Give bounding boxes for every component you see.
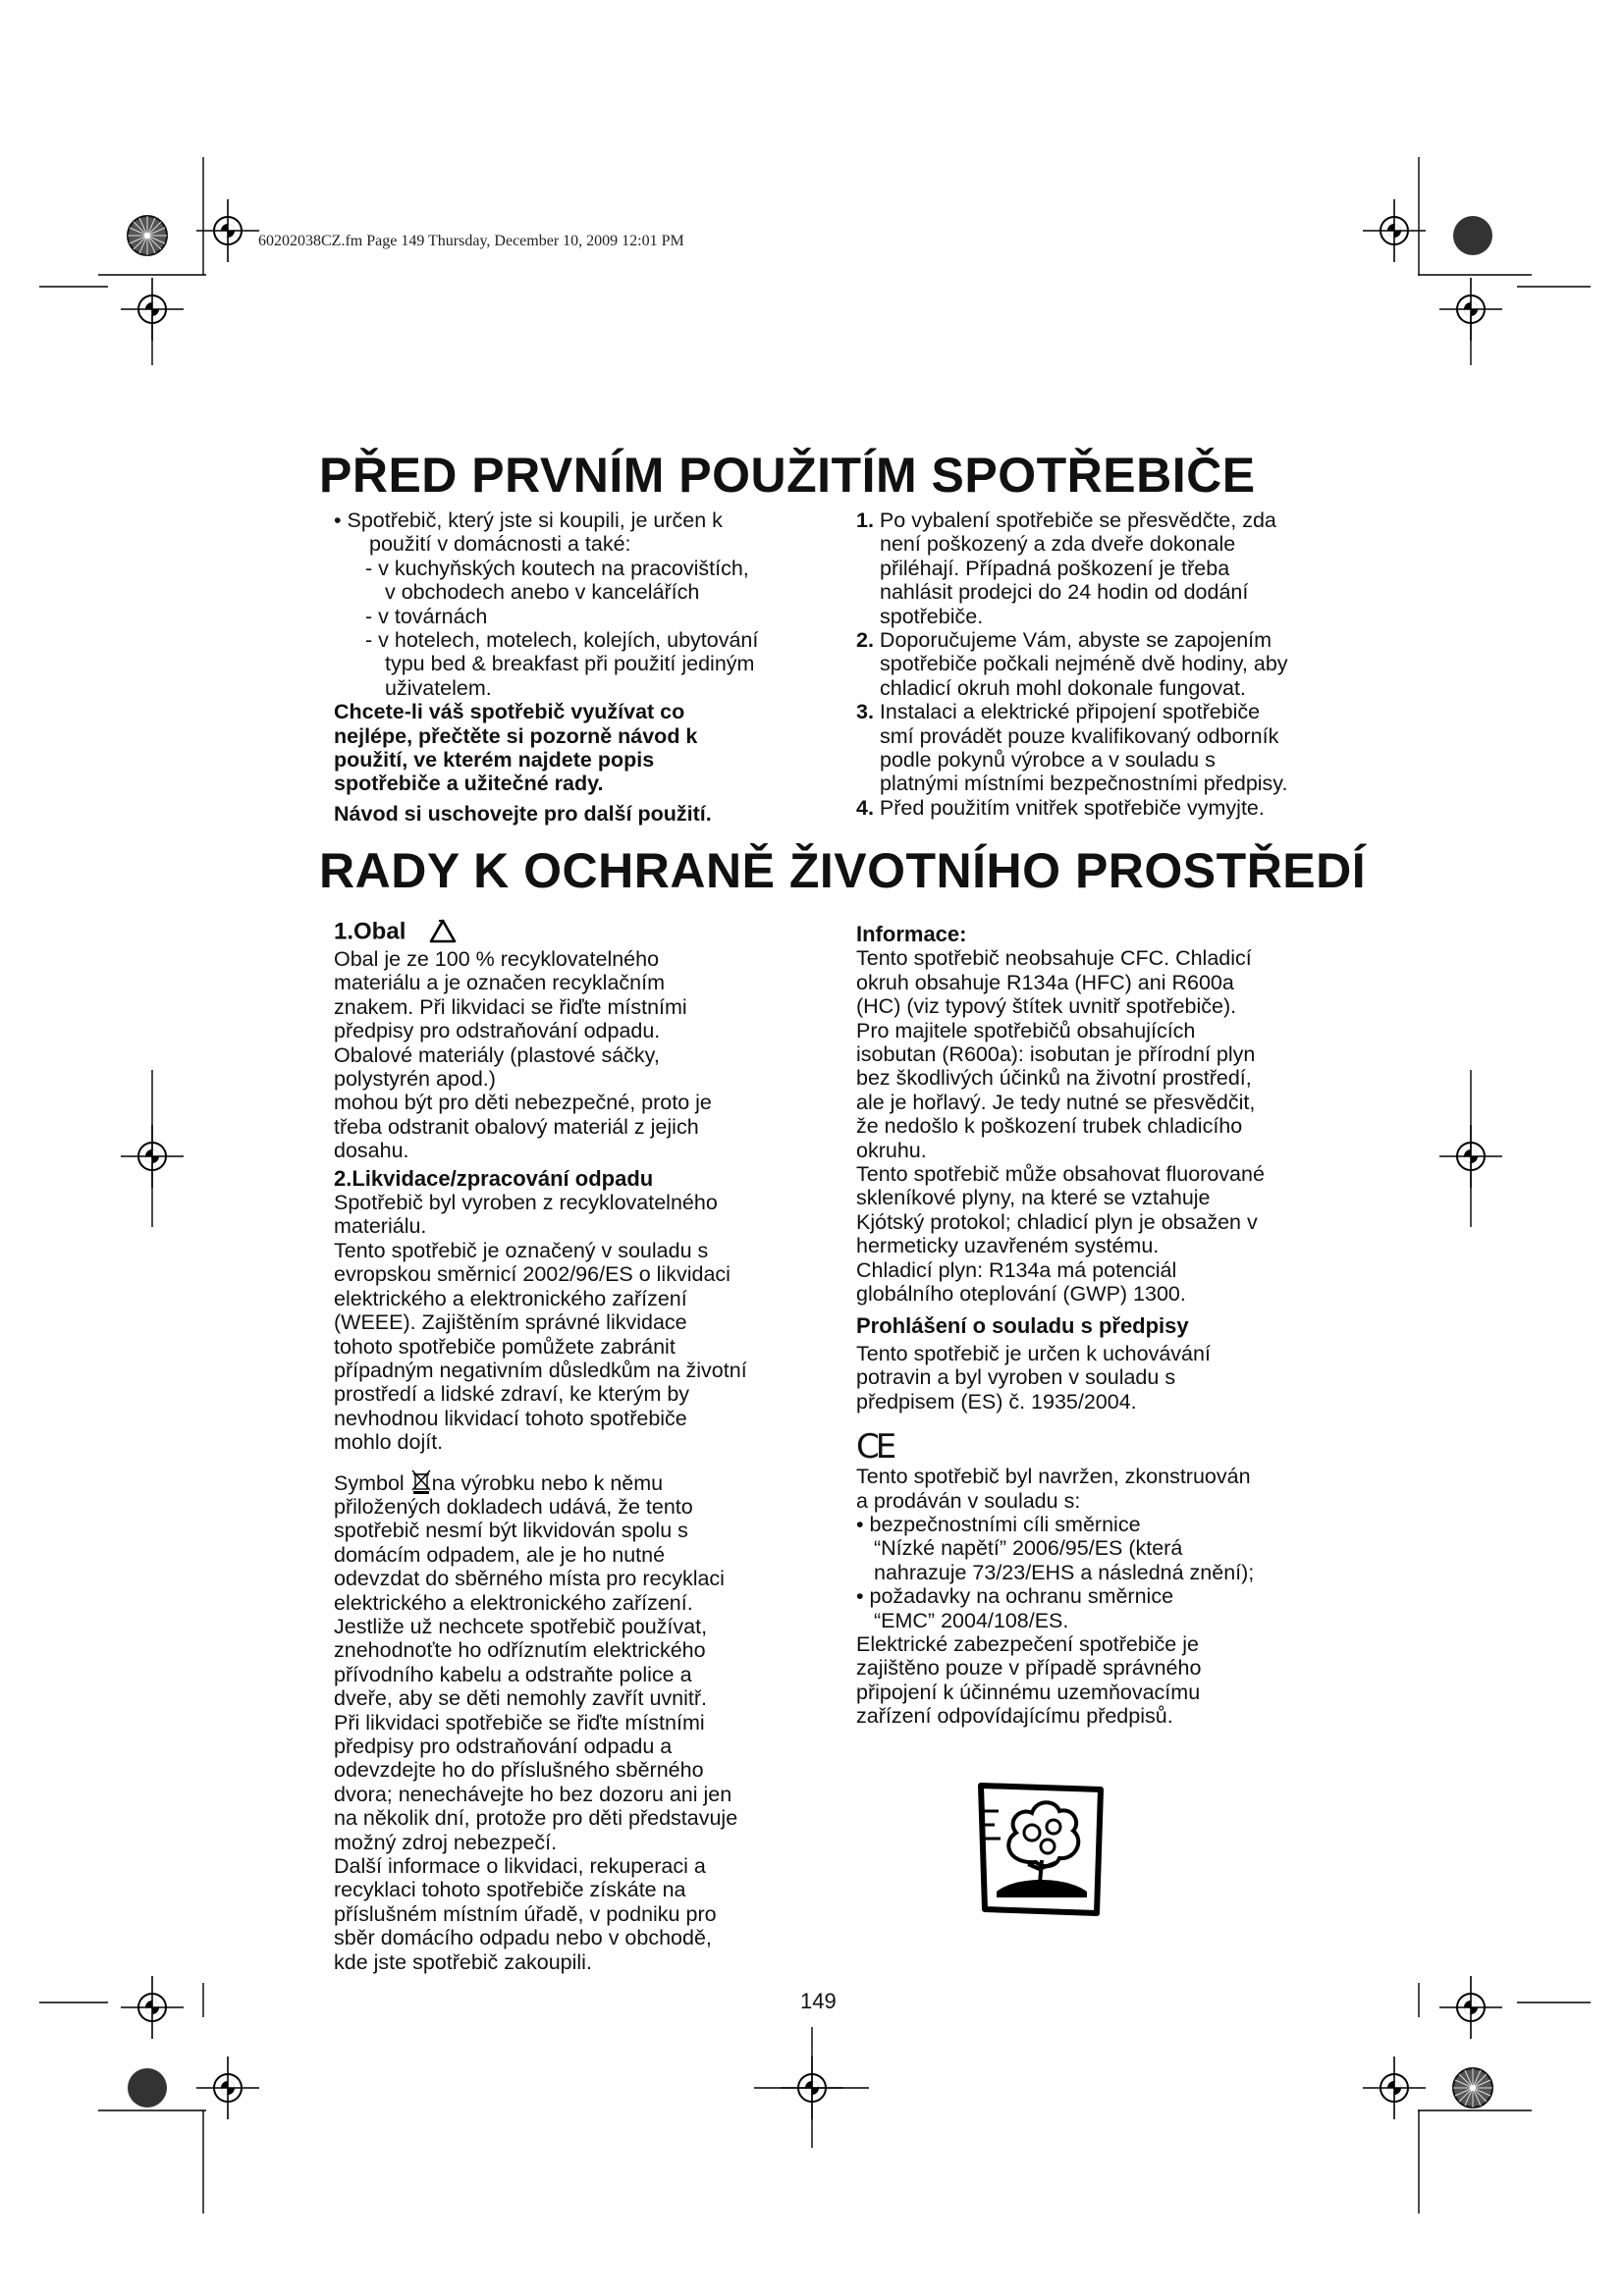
crossed-bin-icon	[410, 1468, 432, 1494]
intro-line: • Spotřebič, který jste si koupili, je určen k použití v domácnosti a také:	[334, 508, 723, 557]
numbered-item: 1. Po vybalení spotřebiče se přesvědčte, zda není poškozený a zda dveře dokonale přiléhají. Případná poškození je třeba nahlásit prodejci do 24 hodin od dodání spotřebiče.	[856, 508, 1276, 628]
info-heading: Informace:	[856, 922, 967, 946]
section-title-before-first-use: PŘED PRVNÍM POUŽITÍM SPOTŘEBIČE	[319, 448, 1256, 503]
numbered-item: 4. Před použitím vnitřek spotřebiče vymyjte.	[856, 795, 1265, 820]
file-header: 60202038CZ.fm Page 149 Thursday, December 10, 2009 12:01 PM	[258, 233, 684, 249]
info-text: Tento spotřebič neobsahuje CFC. Chladicí okruh obsahuje R134a (HFC) ani R600a (HC) (viz typový štítek uvnitř spotřebiče). Pro majitele spotřebičů obsahujících isobutan (R600a): isobutan je přírodní plyn bez škodlivých účinků na životní prostředí, ale je hořlavý. Je tedy nutné se přesvědčit, že nedošlo k poškození trubek chladicího okruhu. Tento spotřebič může obsahovat fluorované skleníkové plyny, na které se vztahuje Kjótský protokol; chladicí plyn je obsažen v hermeticky uzavřeném systému. Chladicí plyn: R134a má potenciál globálního oteplování (GWP) 1300.	[856, 946, 1265, 1307]
packaging-text: Obal je ze 100 % recyklovatelného materiálu a je označen recyklačním znakem. Při likvidaci se řiďte místními předpisy pro odstraňování odpadu. Obalové materiály (plastové sáčky, polystyrén apod.) mohou být pro děti nebezpečné, proto je třeba odstranit obalový materiál z jejich dosahu.	[334, 947, 712, 1163]
ce-mark-icon: CE	[856, 1427, 893, 1468]
declaration-text: Tento spotřebič je určen k uchovávání potravin a byl vyroben v souladu s předpisem (ES) č. 1935/2004.	[856, 1341, 1211, 1414]
ce-bullet: • požadavky na ochranu směrnice “EMC” 2004/108/ES.	[856, 1584, 1174, 1632]
section-title-environment: RADY K OCHRANĚ ŽIVOTNÍHO PROSTŘEDÍ	[319, 843, 1367, 898]
keep-manual-note: Návod si uschovejte pro další použití.	[334, 801, 712, 826]
packaging-heading: 1.Obal	[334, 918, 805, 947]
disposal-text: Spotřebič byl vyroben z recyklovatelného materiálu. Tento spotřebič je označený v souladu s evropskou směrnicí 2002/96/ES o likvidaci elektrického a elektronického zařízení (WEEE). Zajištěním správné likvidace tohoto spotřebiče pomůžete zabránit případným negativním důsledkům na životní prostředí a lidské zdraví, ke kterým by nevhodnou likvidací tohoto spotřebiče mohlo dojít.	[334, 1191, 747, 1455]
usage-note: Chcete-li váš spotřebič využívat co nejlépe, přečtěte si pozorně návod k použití, ve kterém najdete popis spotřebiče a užitečné rady.	[334, 700, 698, 796]
use-item: - v hotelech, motelech, kolejích, ubytování typu bed & breakfast při použití jediným uživatelem.	[365, 628, 759, 700]
numbered-item: 3. Instalaci a elektrické připojení spotřebiče smí provádět pouze kvalifikovaný odborník podle pokynů výrobce a v souladu s platnými místními bezpečnostními předpisy.	[856, 700, 1288, 796]
section2-left-column	[334, 918, 805, 1974]
tree-eco-icon	[977, 1782, 1105, 1917]
section1-right-column	[856, 508, 1327, 820]
section2-right-column	[856, 923, 1327, 1729]
page-number: 149	[800, 1989, 837, 2013]
weee-symbol-text: Symbol na výrobku nebo k němu přiložených dokladech udává, že tento spotřebič nesmí být likvidován spolu s domácím odpadem, ale je ho nutné odevzdat do sběrného místa pro recyklaci elektrického a elektronického zařízení. Jestliže už nechcete spotřebič používat, znehodnoťte ho odříznutím elektrického přívodního kabelu a odstraňte police a dveře, aby se děti nemohly zavřít uvnitř. Při likvidaci spotřebiče se řiďte místními předpisy pro odstraňování odpadu a odevzdejte ho do příslušného sběrného dvora; nenechávejte ho bez dozoru ani jen na několik dní, protože pro děti představuje možný zdroj nebezpečí. Další informace o likvidaci, rekuperaci a recyklaci tohoto spotřebiče získáte na příslušném místním úřadě, v podniku pro sběr domácího odpadu nebo v obchodě, kde jste spotřebič zakoupili.	[334, 1468, 805, 1975]
ce-text: Tento spotřebič byl navržen, zkonstruován a prodáván v souladu s:	[856, 1465, 1251, 1513]
disposal-heading: 2.Likvidace/zpracování odpadu	[334, 1165, 654, 1191]
ce-bullet: • bezpečnostními cíli směrnice “Nízké napětí” 2006/95/ES (která nahrazuje 73/23/EHS a následná znění);	[856, 1512, 1255, 1584]
safety-text: Elektrické zabezpečení spotřebiče je zajištěno pouze v případě správného připojení k účinnému uzemňovacímu zařízení odpovídajícímu předpisů.	[856, 1631, 1202, 1729]
section1-left-column	[334, 508, 805, 826]
use-item: - v továrnách	[365, 604, 488, 628]
use-item: - v kuchyňských koutech na pracovištích, v obchodech anebo v kancelářích	[365, 556, 749, 605]
numbered-item: 2. Doporučujeme Vám, abyste se zapojením spotřebiče počkali nejméně dvě hodiny, aby chladicí okruh mohl dokonale fungovat.	[856, 628, 1288, 700]
recycle-icon	[426, 918, 460, 947]
declaration-heading: Prohlášení o souladu s předpisy	[856, 1312, 1189, 1338]
